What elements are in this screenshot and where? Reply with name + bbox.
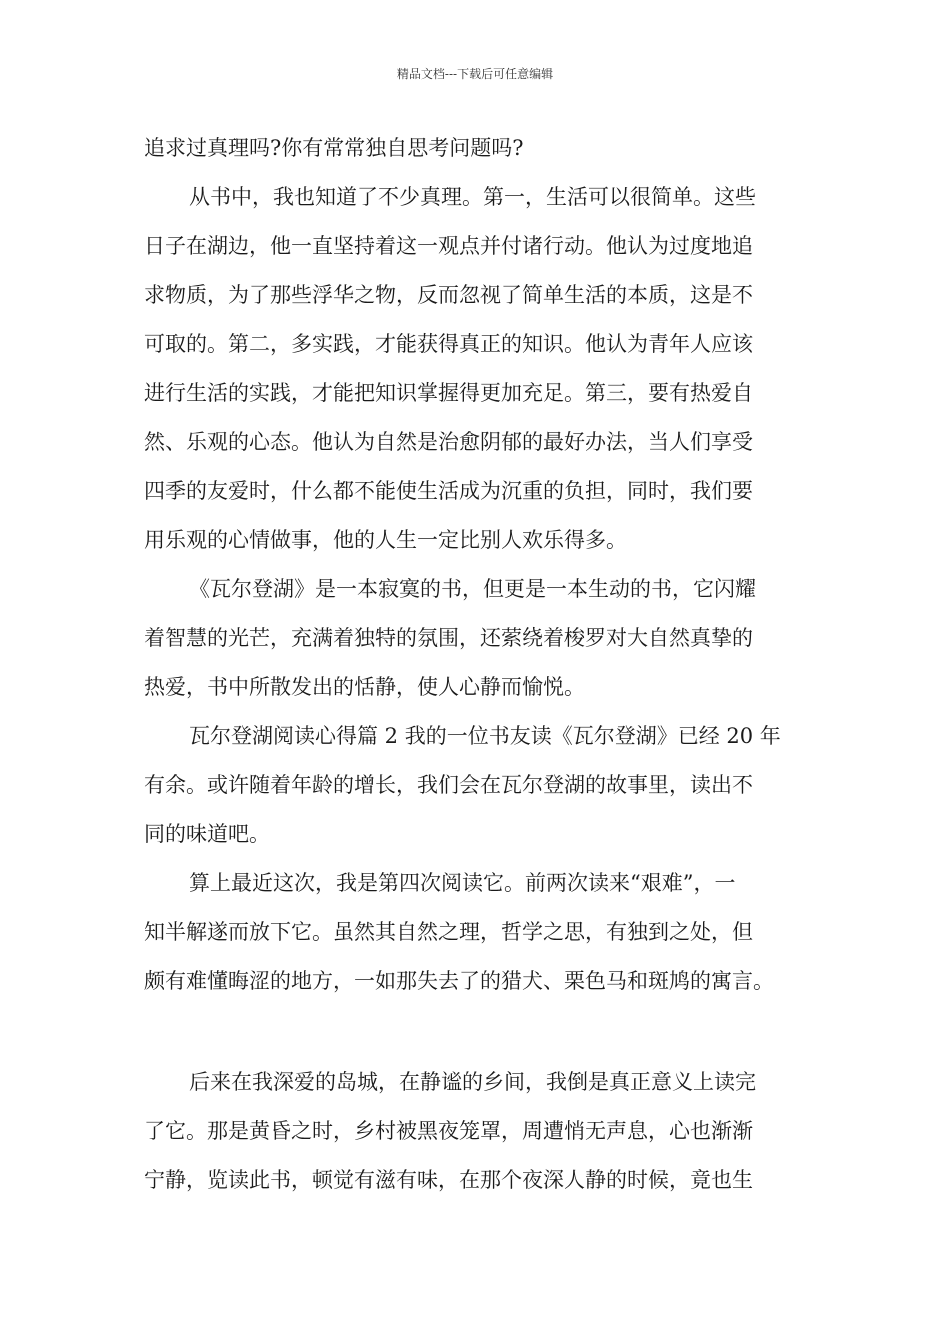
text-line: 知半解遂而放下它。虽然其自然之理，哲学之思，有独到之处，但	[144, 920, 753, 944]
text-line: 瓦尔登湖阅读心得篇 2 我的一位书友读《瓦尔登湖》已经 20 年	[189, 724, 781, 748]
text-line: 颇有难懂晦涩的地方，一如那失去了的猎犬、栗色马和斑鸠的寓言。	[144, 969, 774, 993]
text-line: 热爱，书中所散发出的恬静，使人心静而愉悦。	[144, 675, 585, 699]
text-line: 可取的。第二，多实践，才能获得真正的知识。他认为青年人应该	[144, 332, 753, 356]
text-line: 有余。或许随着年龄的增长，我们会在瓦尔登湖的故事里，读出不	[144, 773, 753, 797]
text-line: 然、乐观的心态。他认为自然是治愈阴郁的最好办法，当人们享受	[144, 430, 753, 454]
text-line: 日子在湖边，他一直坚持着这一观点并付诸行动。他认为过度地追	[144, 234, 753, 258]
text-line: 《瓦尔登湖》是一本寂寞的书，但更是一本生动的书，它闪耀	[189, 577, 756, 601]
text-line: 追求过真理吗?你有常常独自思考问题吗?	[144, 136, 524, 160]
text-line: 用乐观的心情做事，他的人生一定比别人欢乐得多。	[144, 528, 627, 552]
text-line: 四季的友爱时，什么都不能使生活成为沉重的负担，同时，我们要	[144, 479, 753, 503]
text-line: 同的味道吧。	[144, 822, 270, 846]
text-line: 了它。那是黄昏之时，乡村被黑夜笼罩，周遭悄无声息，心也渐渐	[144, 1119, 753, 1143]
text-line: 着智慧的光芒，充满着独特的氛围，还萦绕着梭罗对大自然真挚的	[144, 626, 753, 650]
text-line: 后来在我深爱的岛城，在静谧的乡间，我倒是真正意义上读完	[189, 1070, 756, 1094]
body-text	[144, 124, 808, 1205]
text-line: 进行生活的实践，才能把知识掌握得更加充足。第三，要有热爱自	[144, 381, 753, 405]
text-line: 算上最近这次，我是第四次阅读它。前两次读来“艰难”，一	[189, 871, 736, 895]
text-line: 求物质，为了那些浮华之物，反而忽视了简单生活的本质，这是不	[144, 283, 753, 307]
text-line: 从书中，我也知道了不少真理。第一，生活可以很简单。这些	[189, 185, 756, 209]
page-header: 精品文档---下载后可任意编辑	[396, 67, 554, 81]
text-line: 宁静，览读此书，顿觉有滋有味，在那个夜深人静的时候，竟也生	[144, 1168, 753, 1192]
